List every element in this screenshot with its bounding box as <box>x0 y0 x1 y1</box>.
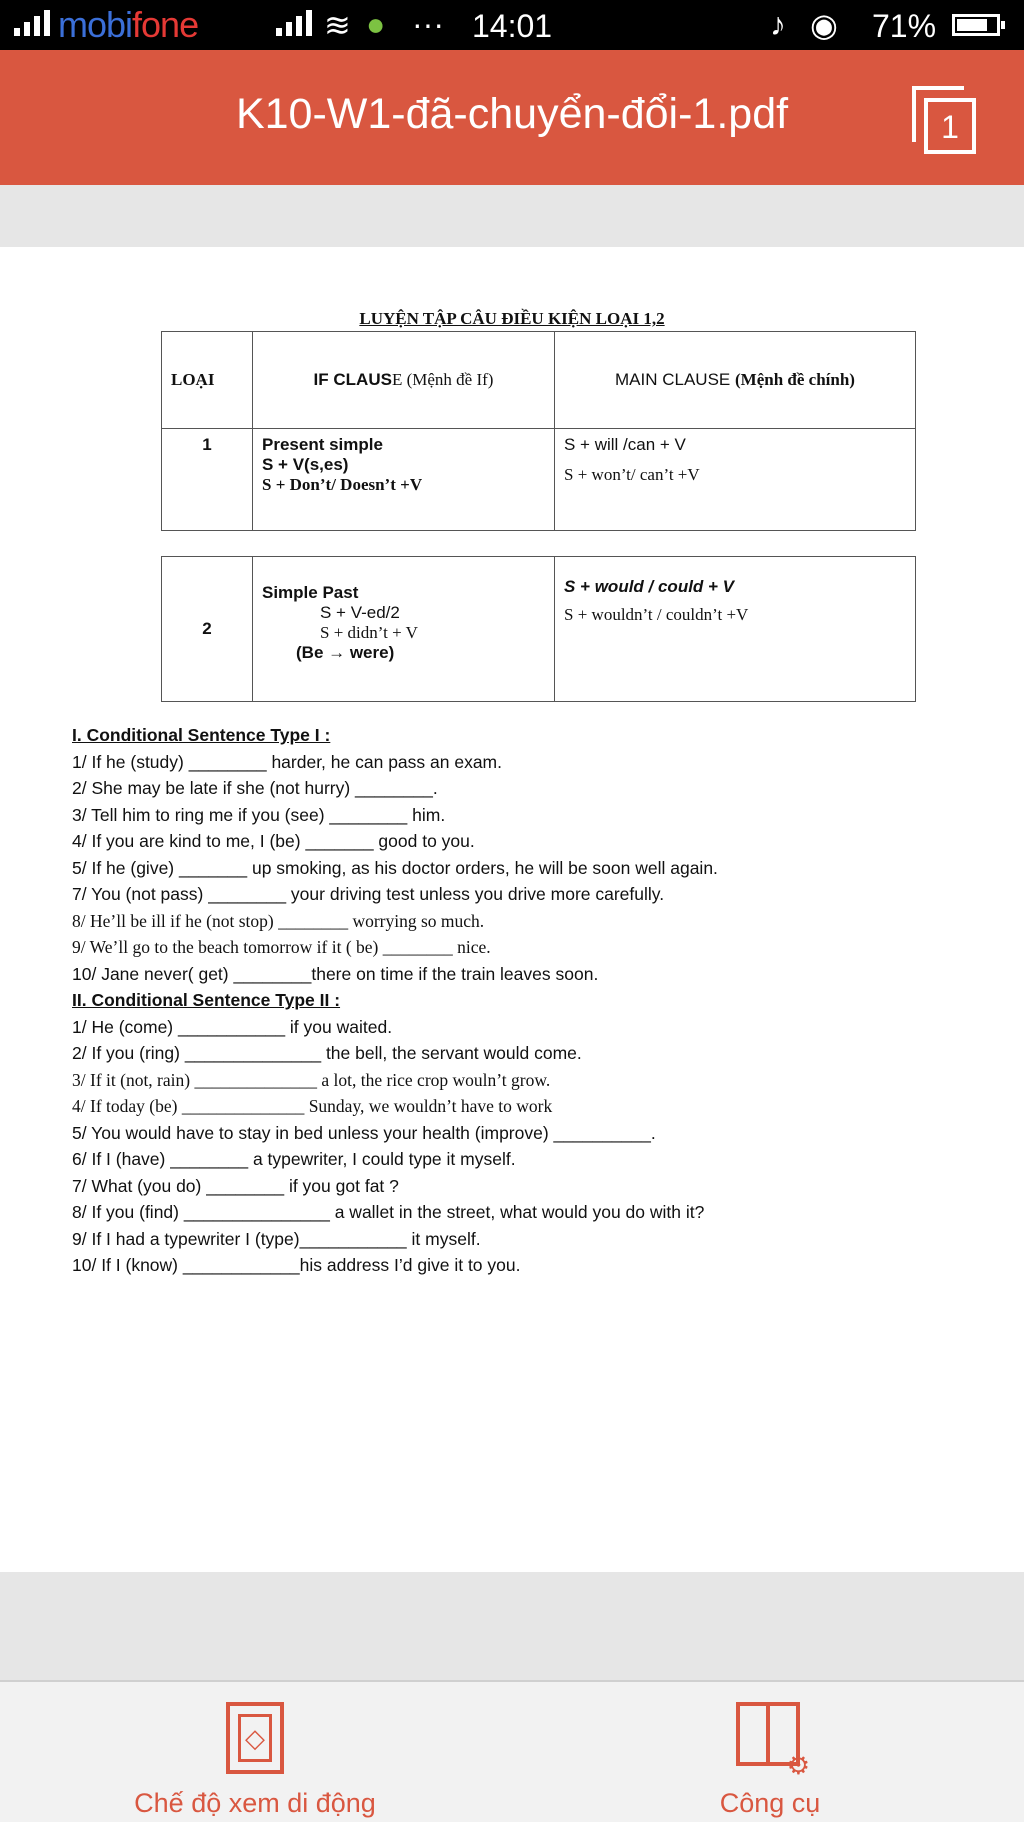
more-notifications-icon: ··· <box>412 6 444 42</box>
signal-icon <box>34 16 40 36</box>
worksheet-title: LUYỆN TẬP CÂU ĐIỀU KIỆN LOẠI 1,2 <box>359 309 665 328</box>
signal-2-icon <box>286 22 292 36</box>
signal-icon <box>44 10 50 36</box>
page-count: 1 <box>924 98 976 154</box>
signal-icon <box>24 22 30 36</box>
page-switcher-button[interactable] <box>912 86 976 154</box>
section-title: I. Conditional Sentence Type I : <box>72 725 331 745</box>
tools-label: Công cụ <box>719 1788 821 1818</box>
battery-icon <box>952 14 1000 36</box>
clock: 14:01 <box>472 8 553 44</box>
status-bar <box>0 0 1024 50</box>
list-item: 2/ If you (ring) ______________ the bell, the servant would come. <box>72 1043 582 1063</box>
list-item: 10/ If I (know) ____________his address I’d give it to you. <box>72 1255 521 1275</box>
list-item: 8/ If you (find) _______________ a wallet in the street, what would you do with it? <box>72 1202 705 1222</box>
row-type: 2 <box>162 557 253 702</box>
list-item: 1/ If he (study) ________ harder, he can pass an exam. <box>72 751 502 772</box>
header-main-clause: MAIN CLAUSE (Mệnh đề chính) <box>555 332 916 429</box>
list-item: 3/ If it (not, rain) ______________ a lot, the rice crop wouln’t grow. <box>72 1069 551 1090</box>
carrier-name: mobifone <box>58 4 199 45</box>
list-item: 4/ If today (be) ______________ Sunday, we wouldn’t have to work <box>72 1096 553 1116</box>
grammar-table-2 <box>161 556 916 702</box>
main-clause-cell: S + will /can + V S + won’t/ can’t +V <box>555 429 916 531</box>
list-item: 7/ You (not pass) ________ your driving test unless you drive more carefully. <box>72 884 665 904</box>
signal-2-icon <box>306 10 312 36</box>
pdf-page[interactable] <box>0 247 1024 1572</box>
eye-icon: ◉ <box>810 7 838 43</box>
if-clause-cell: Simple Past S + V-ed/2 S + didn’t + V (Be → were) <box>253 557 555 702</box>
bottom-toolbar <box>0 1680 1024 1822</box>
list-item: 10/ Jane never( get) ________there on time if the train leaves soon. <box>72 963 599 984</box>
document-title: K10-W1-đã-chuyển-đổi-1.pdf <box>235 90 789 138</box>
signal-2-icon <box>276 28 282 36</box>
tools-button[interactable] <box>680 1702 860 1819</box>
signal-2-icon <box>296 16 302 36</box>
mute-icon: ♪ <box>770 6 786 42</box>
grammar-table <box>161 331 916 531</box>
exercise-list <box>72 722 972 1279</box>
table-row <box>162 557 916 702</box>
list-item: 8/ He’ll be ill if he (not stop) ________ worrying so much. <box>72 910 485 931</box>
app-notification-icon: ● <box>366 6 386 42</box>
table-row <box>162 429 916 531</box>
section-title: II. Conditional Sentence Type II : <box>72 990 341 1010</box>
main-clause-cell: S + would / could + V S + wouldn’t / couldn’t +V <box>555 557 916 702</box>
list-item: 9/ We’ll go to the beach tomorrow if it ( be) ________ nice. <box>72 937 491 957</box>
if-clause-cell: Present simple S + V(s,es) S + Don’t/ Doesn’t +V <box>253 429 555 531</box>
header-if-clause: IF CLAUSE (Mệnh đề If) <box>253 332 555 429</box>
list-item: 5/ If he (give) _______ up smoking, as his doctor orders, he will be soon well again. <box>72 857 718 878</box>
header-type: LOẠI <box>162 332 253 429</box>
row-type: 1 <box>162 429 253 531</box>
list-item: 9/ If I had a typewriter I (type)___________ it myself. <box>72 1228 481 1249</box>
tools-icon: ⚙ <box>736 1702 804 1774</box>
list-item: 7/ What (you do) ________ if you got fat ? <box>72 1175 399 1196</box>
app-header <box>0 50 1024 185</box>
list-item: 5/ You would have to stay in bed unless your health (improve) __________. <box>72 1122 656 1143</box>
battery-percent: 71% <box>872 8 937 44</box>
list-item: 4/ If you are kind to me, I (be) _______ good to you. <box>72 831 475 851</box>
signal-icon <box>14 28 20 36</box>
mobile-view-button[interactable] <box>120 1702 390 1819</box>
list-item: 1/ He (come) ___________ if you waited. <box>72 1016 393 1037</box>
list-item: 3/ Tell him to ring me if you (see) ________ him. <box>72 804 446 825</box>
wifi-icon: ≋ <box>324 7 351 43</box>
list-item: 6/ If I (have) ________ a typewriter, I could type it myself. <box>72 1149 516 1169</box>
mobile-view-icon <box>226 1702 284 1774</box>
list-item: 2/ She may be late if she (not hurry) ________. <box>72 778 438 798</box>
mobile-view-label: Chế độ xem di động <box>134 1788 376 1818</box>
